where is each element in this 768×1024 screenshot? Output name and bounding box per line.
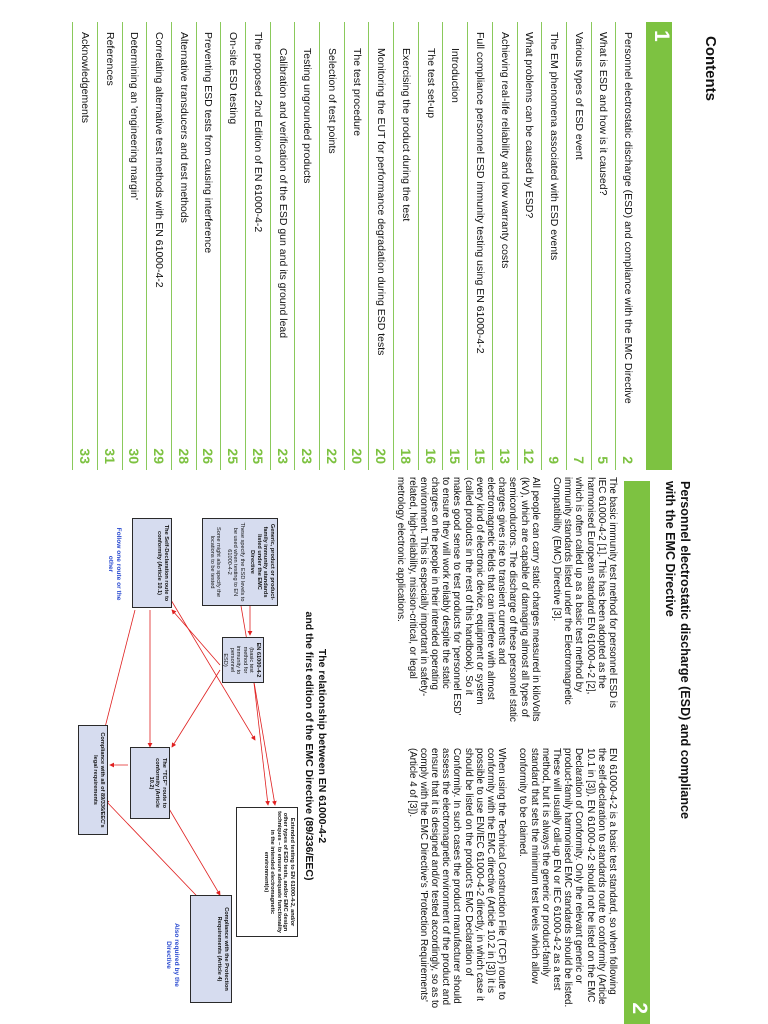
toc-row-sub[interactable] (368, 22, 393, 470)
toc-title: Correlating alternative test methods with EN 61000-4-2 (153, 32, 166, 288)
toc-page: 23 (299, 448, 316, 464)
box-compliance-text: Compliance with all of 89/336/EEC's legal requirements (92, 732, 105, 828)
toc-row[interactable] (591, 22, 616, 470)
box-generic-standards (202, 518, 278, 606)
toc-page: 28 (175, 448, 192, 464)
toc-row-sub[interactable] (270, 22, 295, 470)
contents-panel (0, 0, 768, 470)
diagram-title (302, 481, 328, 1011)
box-self-declaration (132, 518, 172, 608)
article-right-column (396, 748, 618, 1010)
arrow-en-to-tcf (172, 670, 220, 747)
toc-row[interactable] (517, 22, 542, 470)
toc-row-sub[interactable] (294, 22, 319, 470)
diagram-title-line1: The relationship between EN 61000-4-2 (316, 648, 328, 844)
box-generic-text-3: Some might also specify the locations to be tested (209, 527, 222, 597)
toc-title: What problems can be caused by ESD? (523, 32, 536, 219)
toc-row[interactable] (566, 22, 591, 470)
article-section-bar (624, 481, 650, 1024)
contents-section-number: 1 (650, 30, 673, 42)
toc-row[interactable] (220, 22, 245, 470)
toc-page: 9 (546, 456, 563, 464)
toc-page: 29 (151, 448, 168, 464)
toc-page: 7 (570, 456, 587, 464)
relationship-diagram (68, 515, 300, 1015)
paragraph: All people can carry static charges measured in kiloVolts (kV), which are capable of damaging almost all types of semiconductors. The discharge of these personnel static charges gives rise to transient currents and electromagnetic fields that can interfere with almost every kind of electronic device, equipment or system (called products in the rest of this handbook). So it makes good sense to test products for 'personnel ESD' to ensure they will work reliably despite the static charges on the people in their intended operating environment. This is especially important in safety-related, high-reliability, mission-critical, or legal metrology electronic applications. (395, 477, 541, 722)
box-extended-testing (236, 807, 298, 937)
toc-title: The proposed 2nd Edition of EN 61000-4-2 (251, 32, 264, 233)
paragraph: EN 61000-4-2 is a basic test standard, so when following the self-declaration to standards route to conformity (Article 10.1 in [3]), EN 61000-4-2 should not be listed on the EMC Declaration of Conformity. Only the relevant generic or product-family harmonised EMC standards should be listed. These will usually call-up EN or IEC 61000-4-2 as a test method, but it is always the generic or product-family standard that sets the minimum test levels which allow conformity to be claimed. (517, 748, 618, 1008)
box-compliance (78, 725, 108, 835)
toc-title: The EM phenomena associated with ESD events (548, 32, 561, 261)
toc-page: 30 (126, 448, 143, 464)
toc-row[interactable] (196, 22, 221, 470)
paragraph: The basic immunity test method for personnel ESD is IEC 61000-4-2 [1]. This has been adopted as the harmonised European standard EN 61000-4-2 [2], which is often called up as a basic test method by immunity standards listed under the Electromagnetic Compatibility (EMC) Directive [3]. (550, 477, 618, 708)
toc-page: 23 (274, 448, 291, 464)
toc-title: Introduction (449, 48, 462, 103)
box-generic-text-2: These specify the ESD levels to be used when testing to EN 61000-4-2 (226, 522, 245, 602)
toc-page: 15 (447, 448, 464, 464)
box-extended-text: Extended testing to EN 61000-4-2, and/or other types of ESD tests, and/or EMC design techniques – to ensure adequate functionality in the intended electromagnetic environment(s) (263, 811, 295, 933)
toc-title: Calibration and verification of the ESD gun and its ground lead (276, 48, 289, 339)
toc-title: Personnel electrostatic discharge (ESD) and compliance with the EMC Directive (622, 32, 635, 404)
toc-title: Acknowledgements (79, 32, 92, 124)
toc-page: 2 (620, 456, 637, 464)
toc-row[interactable] (245, 22, 270, 470)
arrow-generic-to-extended (240, 600, 275, 805)
article-panel (0, 475, 768, 1024)
toc-title: Achieving real-life reliability and low warranty costs (498, 32, 511, 269)
toc-row-sub[interactable] (319, 22, 344, 470)
toc-title: The test set-up (424, 48, 437, 119)
arrow-en-to-self-decl (172, 610, 220, 665)
toc-title: What is ESD and how is it caused? (597, 32, 610, 196)
toc-row[interactable] (72, 22, 97, 470)
toc-page: 26 (200, 448, 217, 464)
toc-title: Monitoring the EUT for performance degradation during ESD tests (375, 48, 388, 356)
toc-page: 22 (323, 448, 340, 464)
toc-page: 20 (348, 448, 365, 464)
toc-row[interactable] (615, 22, 640, 470)
toc-title: Testing ungrounded products (301, 48, 314, 184)
toc-title: Various types of ESD event (572, 32, 585, 160)
box-en-text: EN 61000-4-2 (255, 642, 261, 678)
toc-page: 16 (422, 448, 439, 464)
toc-row[interactable] (492, 22, 517, 470)
toc-row[interactable] (541, 22, 566, 470)
toc-row-sub[interactable] (418, 22, 443, 470)
toc-row-sub[interactable] (443, 22, 468, 470)
toc-page: 31 (101, 448, 118, 464)
toc-page: 12 (521, 448, 538, 464)
note-also-required: Also required by the Directive (165, 923, 180, 987)
toc-row[interactable] (171, 22, 196, 470)
note-follow-one-route: Follow one route or the other (107, 527, 122, 601)
toc-page: 18 (397, 448, 414, 464)
toc-page: 25 (225, 448, 242, 464)
toc-title: References (103, 32, 116, 86)
toc-page: 5 (595, 456, 612, 464)
box-en61000 (222, 637, 264, 683)
article-section-number: 2 (628, 1002, 651, 1014)
article-title (662, 481, 692, 1011)
toc-page: 25 (249, 448, 266, 464)
box-protection-text: Compliance with the Protection Requirements (Article 4) (216, 907, 229, 991)
toc-title: Determining an 'engineering margin' (128, 32, 141, 201)
arrow-en-to-extended (254, 683, 268, 805)
toc-page: 33 (77, 448, 94, 464)
toc-row[interactable] (97, 22, 122, 470)
toc-row[interactable] (467, 22, 492, 470)
box-tcf (130, 747, 170, 819)
toc-title: On-site ESD testing (227, 32, 240, 125)
toc-row-sub[interactable] (344, 22, 369, 470)
toc-title: The test procedure (350, 48, 363, 137)
paragraph: When using the Technical Construction File (TCF) route to conformity with the EMC directive (Article 10.2 in [3]) it is possible to use EN/IEC 61000-4-2 directly, in which case it should be listed on the product's EMC Declaration of Conformity. In such cases the product manufacturer should assess the electromagnetic environment of the product and ensure that it is designed and/or tested accordingly, so as to comply with the EMC Directive's 'Protection Requirements' (Article 4 of [3]). (406, 748, 508, 1009)
toc-title: Exercising the product during the test (399, 48, 412, 222)
box-self-decl-text: The Self-Declaration route to conformity (Article 10.1) (156, 524, 169, 602)
box-tcf-text: The "TCF" route to conformity (Article 10.2) (148, 757, 167, 809)
toc-page: 20 (373, 448, 390, 464)
contents-heading: Contents (702, 36, 719, 101)
diagram-title-line2: and the first edition of the EMC Directive (89/336/EEC) (303, 611, 315, 881)
toc-row[interactable] (122, 22, 147, 470)
box-en-text-2: (basic test method for immunity to personnel ESD) (222, 645, 255, 675)
contents-section-bar (646, 22, 672, 470)
box-protection-requirements (190, 895, 232, 1003)
toc-title: Preventing ESD tests from causing interference (202, 32, 215, 254)
article-title-line2: with the EMC Directive (663, 481, 677, 617)
toc-row[interactable] (146, 22, 171, 470)
toc-page: 15 (472, 448, 489, 464)
toc-title: Selection of test points (325, 48, 338, 154)
article-left-column (385, 477, 618, 722)
toc-title: Alternative transducers and test methods (177, 32, 190, 223)
toc-title: Full compliance personnel ESD immunity testing using EN 61000-4-2 (474, 32, 487, 354)
box-generic-text: Generic, product or product-family immunity standards listed under the EMC Directive (249, 523, 275, 601)
toc-row-sub[interactable] (393, 22, 418, 470)
toc-page: 13 (496, 448, 513, 464)
article-title-line1: Personnel electrostatic discharge (ESD) and compliance (678, 481, 692, 820)
contents-list (72, 22, 640, 470)
